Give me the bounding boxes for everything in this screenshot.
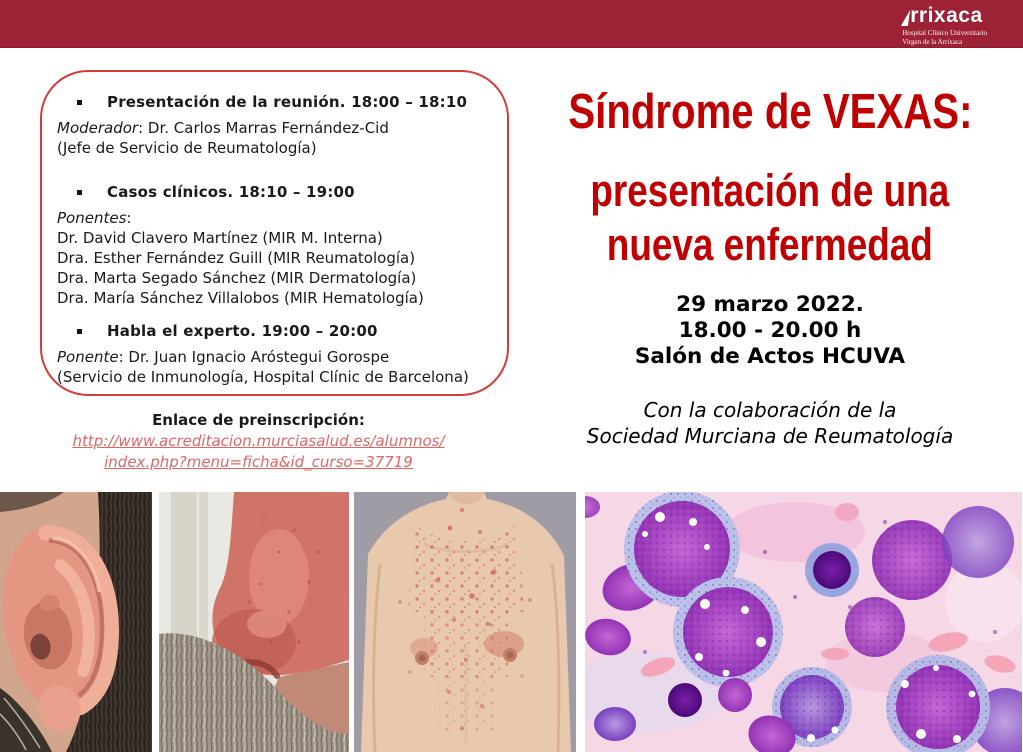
speaker-line: Dra. Marta Segado Sánchez (MIR Dermatología) <box>57 269 417 287</box>
arrixaca-a-icon <box>901 10 910 26</box>
moderator-title-line: (Jefe de Servicio de Reumatología) <box>57 139 317 157</box>
logo-subtitle-line1: Hospital Clínico Universitario <box>902 29 987 37</box>
speakers-label-line <box>57 208 497 228</box>
event-when-block <box>517 292 1023 370</box>
hospital-logo-wordmark <box>902 5 987 26</box>
bullet-square-icon <box>77 190 82 195</box>
expert-line <box>57 347 497 367</box>
registration-link-line1[interactable]: http://www.acreditacion.murciasalud.es/alumnos/ <box>72 432 445 450</box>
agenda-item1-details <box>57 118 497 158</box>
ear-photo <box>0 492 152 752</box>
event-date: 29 marzo 2022. <box>676 292 864 317</box>
speaker-line: Dr. David Clavero Martínez (MIR M. Interna) <box>57 229 383 247</box>
page-title-line2: presentación de una <box>590 165 950 216</box>
collaboration-line2: Sociedad Murciana de Reumatología <box>586 424 954 448</box>
page-title-line1: Síndrome de VEXAS: <box>567 85 973 139</box>
speaker-line: Dra. María Sánchez Villalobos (MIR Hematología) <box>57 289 424 307</box>
expert-affiliation-line: (Servicio de Inmunología, Hospital Clínic de Barcelona) <box>57 368 469 386</box>
agenda-item3-details <box>57 347 497 387</box>
agenda-item-presentacion <box>56 92 497 112</box>
bullet-square-icon <box>77 329 82 334</box>
moderator-label: Moderador <box>57 119 139 137</box>
agenda-box <box>40 70 509 396</box>
agenda-item2-details <box>57 208 497 308</box>
collaboration-line1: Con la colaboración de la <box>643 398 897 422</box>
speakers-colon: : <box>126 209 132 227</box>
event-time: 18.00 - 20.00 h <box>678 318 862 343</box>
bullet-square-icon <box>77 100 82 105</box>
hospital-logo <box>902 5 987 47</box>
agenda-item-casos <box>56 182 497 202</box>
speaker-line: Dra. Esther Fernández Guill (MIR Reumatología) <box>57 249 416 267</box>
expert-label: Ponente <box>57 348 119 366</box>
registration-link-line2[interactable]: index.php?menu=ficha&id_curso=37719 <box>104 453 413 471</box>
event-venue: Salón de Actos HCUVA <box>634 344 906 369</box>
top-bar <box>0 0 1023 48</box>
moderator-line <box>57 118 497 138</box>
bone-marrow-microscopy-photo <box>585 492 1022 752</box>
logo-text: rrixaca <box>910 4 983 27</box>
main-column <box>517 78 1023 449</box>
speakers-label: Ponentes <box>57 209 127 227</box>
logo-subtitle-line2: Virgen de la Arrixaca <box>902 37 963 46</box>
nose-photo <box>159 492 349 752</box>
chest-rash-photo <box>354 492 576 752</box>
expert-name: : Dr. Juan Ignacio Aróstegui Gorospe <box>118 348 390 366</box>
registration-section <box>0 410 517 473</box>
photo-strip <box>0 492 1023 752</box>
agenda-heading: Presentación de la reunión. 18:00 – 18:10 <box>107 93 468 111</box>
agenda-heading: Casos clínicos. 18:10 – 19:00 <box>107 183 355 201</box>
moderator-name: : Dr. Carlos Marras Fernández-Cid <box>138 119 389 137</box>
agenda-item-experto <box>56 321 497 341</box>
collaboration-block <box>517 397 1023 449</box>
hospital-logo-subtitle <box>902 29 987 47</box>
agenda-heading: Habla el experto. 19:00 – 20:00 <box>107 322 378 340</box>
page-title-line3: nueva enfermedad <box>606 219 934 270</box>
registration-label: Enlace de preinscripción: <box>152 411 365 429</box>
